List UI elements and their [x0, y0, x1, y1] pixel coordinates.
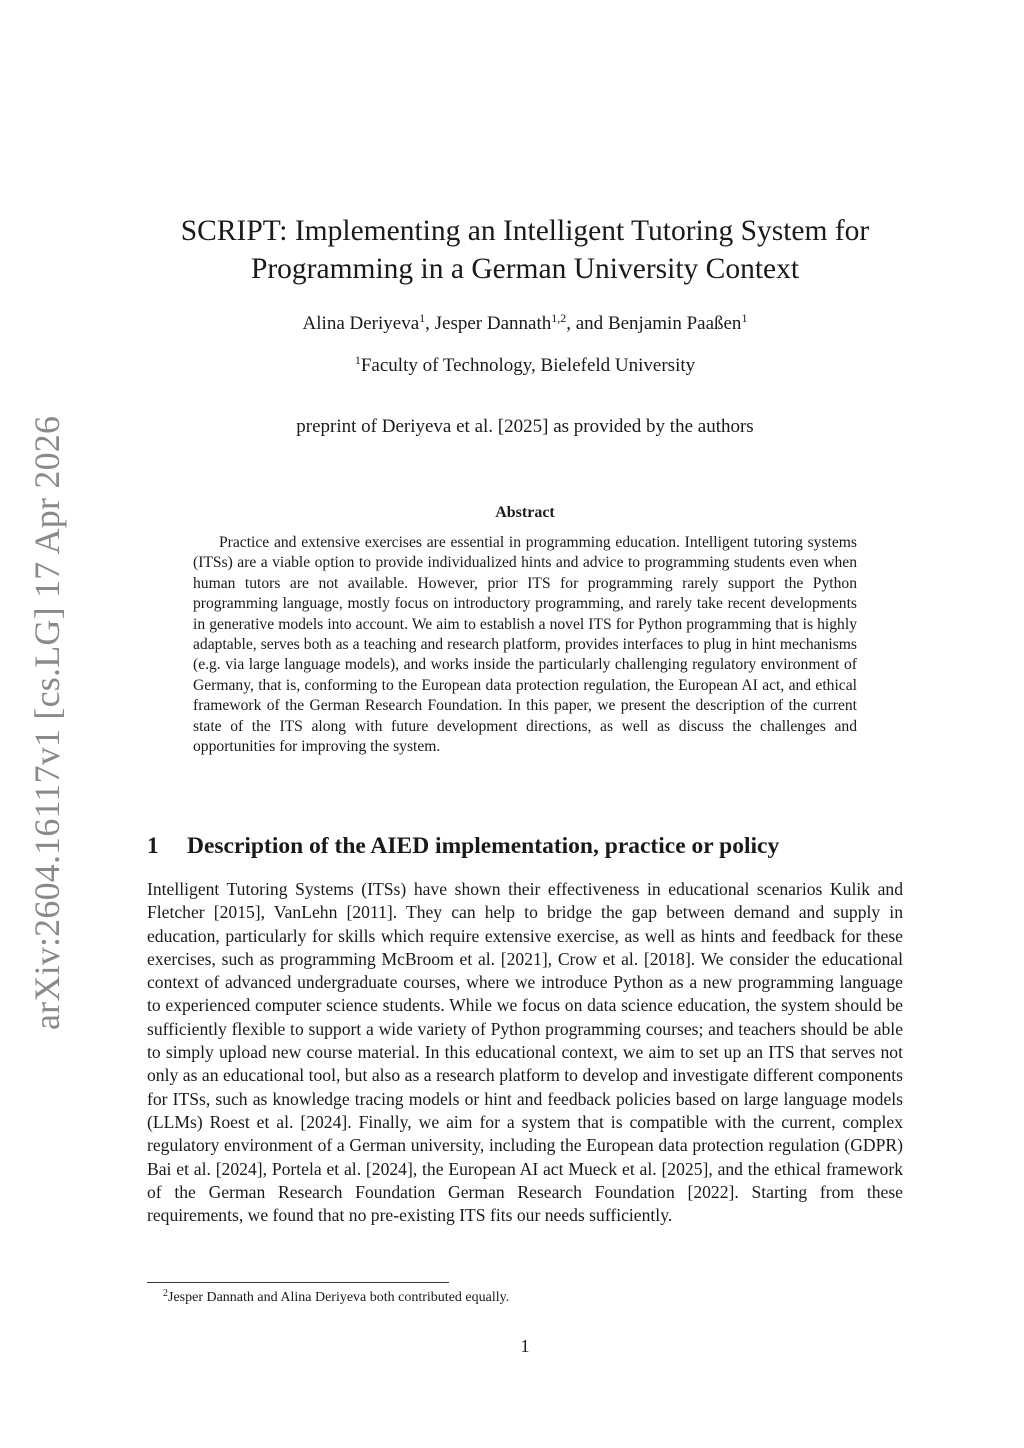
section-number: 1 [147, 833, 159, 859]
author-affiliation-marker: 1 [741, 311, 748, 325]
footnote-divider [147, 1282, 449, 1283]
footnote [163, 1288, 903, 1307]
author-name: Jesper Dannath [434, 313, 552, 334]
affiliation-name: Faculty of Technology, Bielefeld University [360, 355, 696, 376]
paper-title [147, 212, 903, 288]
abstract-heading: Abstract [495, 504, 555, 521]
arxiv-identifier: arXiv:2604.16117v1 [cs.LG] 17 Apr 2026 [27, 415, 67, 1030]
page-number: 1 [520, 1336, 530, 1356]
affiliation-marker: 1 [354, 353, 361, 367]
affiliation [147, 353, 903, 379]
section-heading [147, 830, 903, 862]
abstract-text: Practice and extensive exercises are essential in programming education. Intelligent tutoring systems (ITSs) are a viable option to provide individualized hints and advice to programming students even when human tutors are not available. However, prior ITS for programming rarely support the Python programming language, mostly focus on introductory programming, and rarely take recent developments in generative models into account. We aim to establish a novel ITS for Python programming that is highly adaptable, serves both as a teaching and research platform, provides interfaces to plug in hint mechanisms (e.g. via large language models), and works inside the particularly challenging regulatory environment of Germany, that is, conforming to the European data protection regulation, the European AI act, and ethical framework of the German Research Foundation. In this paper, we present the description of the current state of the ITS along with future development directions, as well as discuss the challenges and opportunities for improving the system. [193, 534, 857, 756]
footnote-text: Jesper Dannath and Alina Deriyeva both contributed equally. [168, 1290, 510, 1305]
author-separator: , and [566, 313, 608, 334]
author-name: Benjamin Paaßen [607, 313, 742, 334]
section-body-paragraph: Intelligent Tutoring Systems (ITSs) have shown their effectiveness in educational scenarios Kulik and Fletcher [2015], VanLehn [2011]. They can help to bridge the gap between demand and supply in education, particularly for skills which require extensive exercise, as well as hints and feedback for these exercises, such as programming McBroom et al. [2021], Crow et al. [2018]. We consider the educational context of advanced undergraduate courses, where we introduce Python as a new programming language to experienced computer science students. While we focus on data science education, the system should be sufficiently flexible to support a wide variety of Python programming courses; and teachers should be able to simply upload new course material. In this educational context, we aim to set up an ITS that serves not only as an educational tool, but also as a research platform to develop and investigate different components for ITSs, such as knowledge tracing models or hint and feedback policies based on large language models (LLMs) Roest et al. [2024]. Finally, we aim for a system that is compatible with the current, complex regulatory environment of a German university, including the European data protection regulation (GDPR) Bai et al. [2024], Portela et al. [2024], the European AI act Mueck et al. [2025], and the ethical framework of the German Research Foundation German Research Foundation [2022]. Starting from these requirements, we found that no pre-existing ITS fits our needs sufficiently. [147, 879, 903, 1226]
author-separator: , [425, 313, 435, 334]
section-title: Description of the AIED implementation, practice or policy [187, 833, 780, 859]
author-name: Alina Deriyeva [302, 313, 420, 334]
preprint-note: preprint of Deriyeva et al. [2025] as provided by the authors [296, 416, 754, 437]
author-list [147, 311, 903, 337]
title-line-2: Programming in a German University Context [250, 253, 800, 285]
title-line-1: SCRIPT: Implementing an Intelligent Tutoring System for [180, 215, 870, 247]
author-affiliation-marker: 1 [419, 311, 426, 325]
author-affiliation-marker: 1,2 [551, 311, 567, 325]
footnote-marker: 2 [163, 1288, 168, 1299]
